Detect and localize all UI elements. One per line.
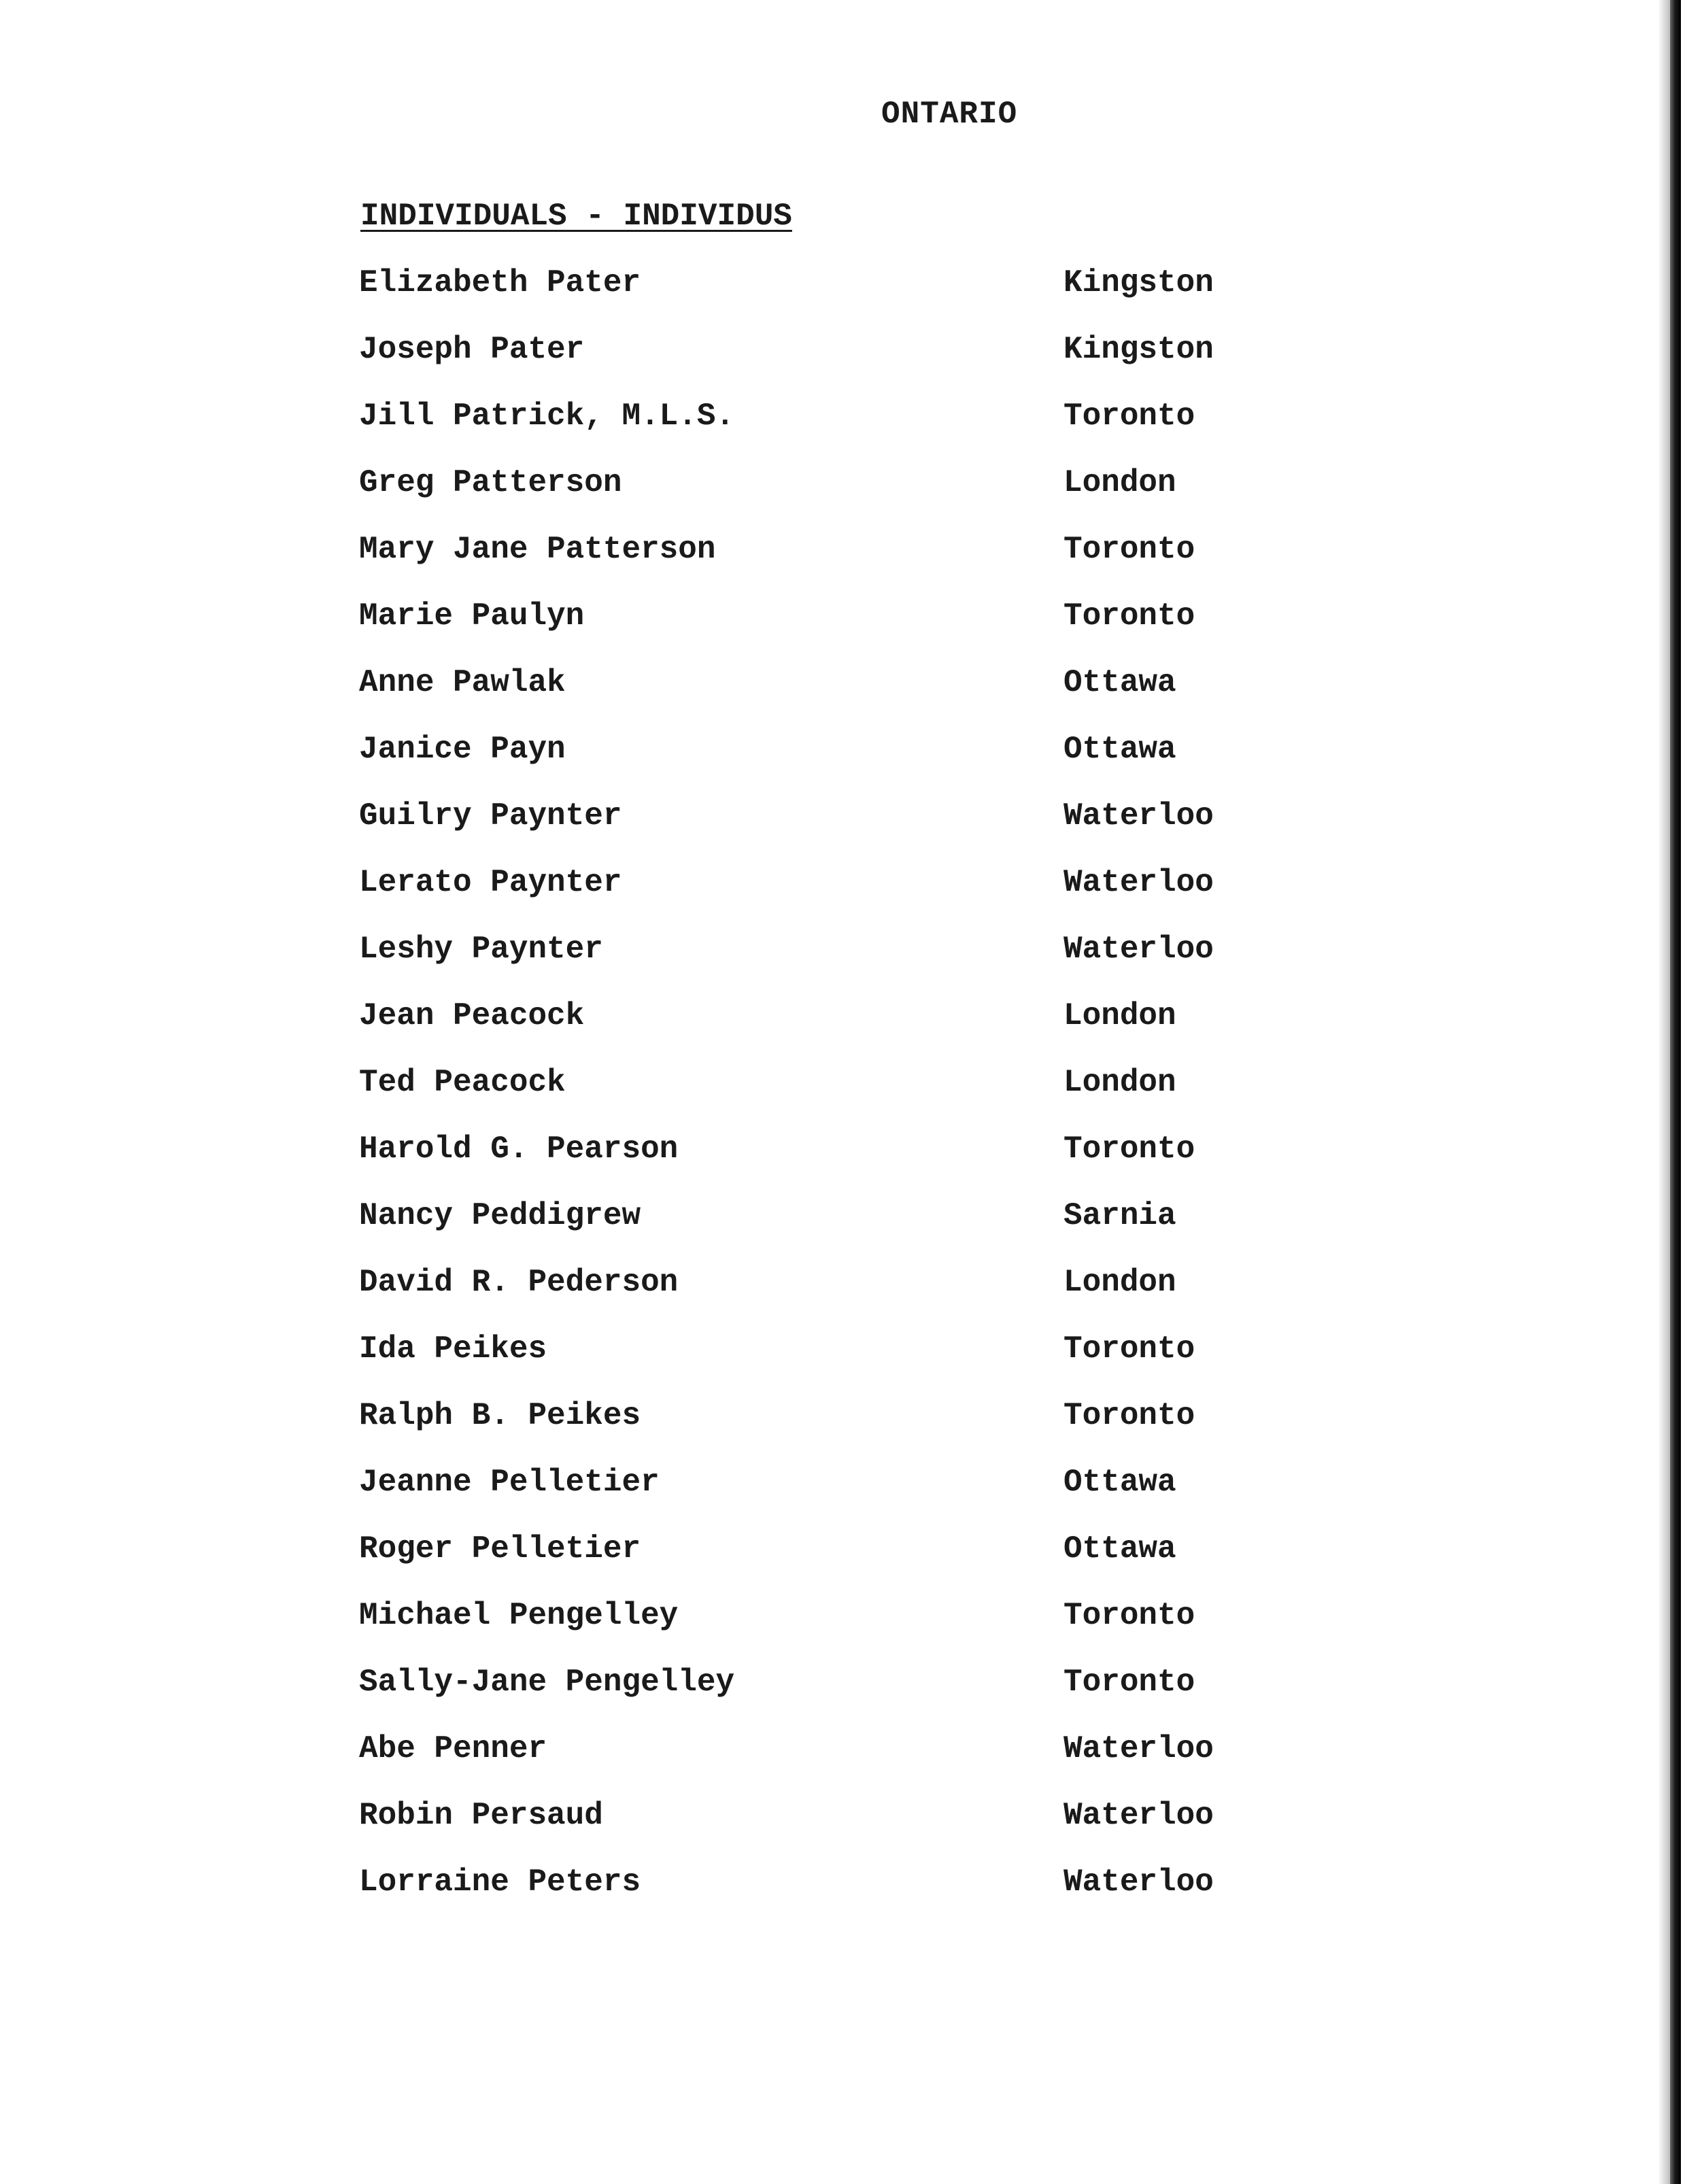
list-item: [0, 661, 1702, 704]
entry-name: Anne Pawlak: [359, 665, 566, 700]
entry-city: Toronto: [1063, 598, 1195, 634]
entry-city: Waterloo: [1063, 865, 1214, 900]
list-item: [0, 1194, 1702, 1238]
entry-city: Ottawa: [1063, 732, 1176, 767]
entry-city: Toronto: [1063, 398, 1195, 434]
entry-name: Lorraine Peters: [359, 1864, 641, 1900]
list-item: [0, 1461, 1702, 1504]
entry-city: Kingston: [1063, 332, 1214, 367]
entry-name: Leshy Paynter: [359, 932, 603, 967]
entry-name: Janice Payn: [359, 732, 566, 767]
entry-name: Joseph Pater: [359, 332, 585, 367]
entry-city: London: [1063, 465, 1176, 500]
entry-name: Robin Persaud: [359, 1798, 603, 1833]
entry-name: Sally-Jane Pengelley: [359, 1665, 735, 1700]
entry-name: Elizabeth Pater: [359, 265, 641, 301]
list-item: [0, 1660, 1702, 1704]
list-item: [0, 1061, 1702, 1104]
entry-city: Kingston: [1063, 265, 1214, 301]
entry-city: London: [1063, 998, 1176, 1034]
list-item: [0, 994, 1702, 1038]
entry-city: Toronto: [1063, 1665, 1195, 1700]
entry-name: Roger Pelletier: [359, 1531, 641, 1567]
entry-name: Guilry Paynter: [359, 798, 622, 834]
list-item: [0, 1327, 1702, 1371]
list-item: [0, 1261, 1702, 1304]
list-item: [0, 1394, 1702, 1437]
list-item: [0, 1727, 1702, 1771]
list-item: [0, 1794, 1702, 1837]
entry-city: Waterloo: [1063, 932, 1214, 967]
entry-name: Lerato Paynter: [359, 865, 622, 900]
entry-name: Ted Peacock: [359, 1065, 566, 1100]
list-item: [0, 728, 1702, 771]
list-item: [0, 394, 1702, 438]
list-item: [0, 328, 1702, 371]
entry-name: Jill Patrick, M.L.S.: [359, 398, 735, 434]
list-item: [0, 594, 1702, 638]
entry-name: Marie Paulyn: [359, 598, 585, 634]
list-item: [0, 861, 1702, 904]
entry-city: Toronto: [1063, 1131, 1195, 1167]
entry-city: Ottawa: [1063, 1465, 1176, 1500]
section-heading: INDIVIDUALS - INDIVIDUS: [360, 199, 792, 234]
list-item: [0, 528, 1702, 571]
binding-edge-shadow: [1658, 0, 1670, 2184]
entry-city: Toronto: [1063, 1331, 1195, 1367]
entry-name: Abe Penner: [359, 1731, 547, 1767]
entry-city: Waterloo: [1063, 1798, 1214, 1833]
list-item: [0, 1594, 1702, 1637]
entry-city: Ottawa: [1063, 665, 1176, 700]
entry-city: Ottawa: [1063, 1531, 1176, 1567]
list-item: [0, 1527, 1702, 1571]
entry-name: Greg Patterson: [359, 465, 622, 500]
entry-city: Toronto: [1063, 1598, 1195, 1633]
list-item: [0, 461, 1702, 505]
entry-city: London: [1063, 1065, 1176, 1100]
entry-name: Jean Peacock: [359, 998, 585, 1034]
entry-city: Sarnia: [1063, 1198, 1176, 1233]
list-item: [0, 1860, 1702, 1904]
entry-city: Waterloo: [1063, 1864, 1214, 1900]
list-item: [0, 1127, 1702, 1171]
page-title: ONTARIO: [881, 97, 1018, 132]
entry-name: Jeanne Pelletier: [359, 1465, 660, 1500]
entry-name: David R. Pederson: [359, 1265, 679, 1300]
entry-name: Harold G. Pearson: [359, 1131, 679, 1167]
list-item: [0, 927, 1702, 971]
entry-city: Waterloo: [1063, 1731, 1214, 1767]
entry-city: Toronto: [1063, 1398, 1195, 1433]
entry-city: Waterloo: [1063, 798, 1214, 834]
entry-city: London: [1063, 1265, 1176, 1300]
binding-edge: [1670, 0, 1681, 2184]
entry-name: Nancy Peddigrew: [359, 1198, 641, 1233]
list-item: [0, 794, 1702, 838]
entry-name: Michael Pengelley: [359, 1598, 679, 1633]
entry-name: Ralph B. Peikes: [359, 1398, 641, 1433]
entry-name: Ida Peikes: [359, 1331, 547, 1367]
entry-name: Mary Jane Patterson: [359, 532, 716, 567]
list-item: [0, 261, 1702, 305]
entry-city: Toronto: [1063, 532, 1195, 567]
